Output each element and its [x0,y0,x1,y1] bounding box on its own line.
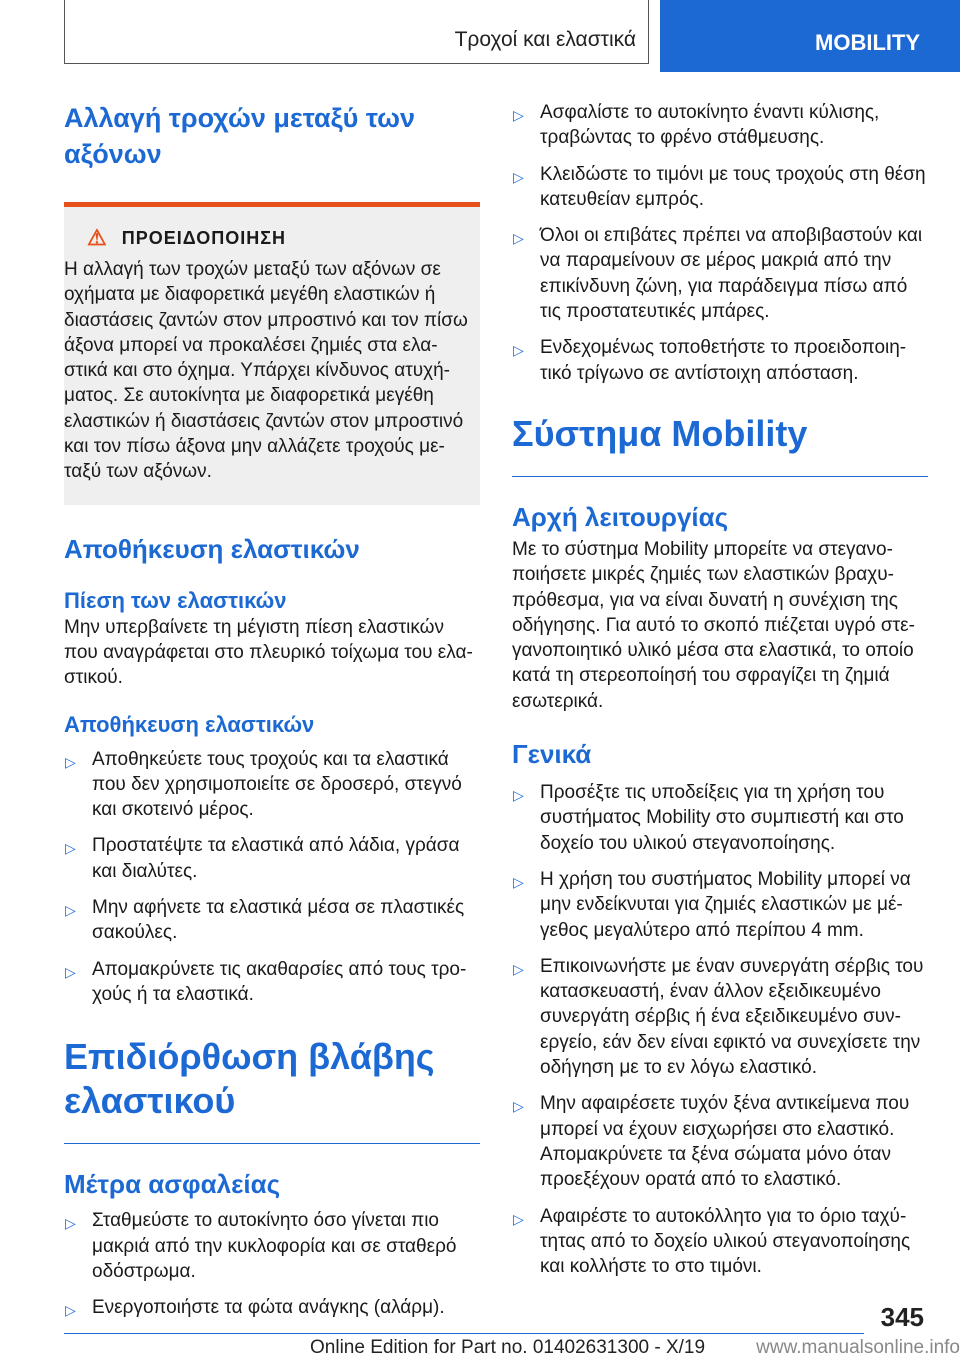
safety-heading: Μέτρα ασφαλείας [64,1169,281,1200]
triangle-bullet-icon: ▷ [513,960,524,977]
triangle-bullet-icon: ▷ [513,1098,524,1115]
triangle-bullet-icon: ▷ [513,1210,524,1227]
edition-text: Online Edition for Part no. 01402631300 - X/19 [310,1337,706,1358]
warning-title [87,225,470,251]
pressure-text: Μην υπερβαίνετε τη μέγιστη πίεση ελαστικών που αναγράφεται στο πλευρικό τοίχωμα του ελαστικού. [64,616,473,689]
triangle-bullet-icon: ▷ [65,963,76,980]
pressure-heading: Πίεση των ελαστικών [64,587,287,613]
list-item: ▷ Μην αφήνετε τα ελαστικά μέσα σε πλαστικές σακούλες. [65,897,465,944]
list-item: ▷ Αφαιρέστε το αυτοκόλλητο για το όριο ταχύτητας από το δοχείο υλικού στεγανοποίησης και κολλήστε το στο τιμόνι. [513,1205,911,1278]
list-item: ▷ Ασφαλίστε το αυτοκίνητο έναντι κύλισης, τραβώντας το φρένο στάθμευσης. [513,102,880,149]
warning-triangle-icon: ⚠ [87,225,108,250]
triangle-bullet-icon: ▷ [513,787,524,804]
left-column [64,100,480,1331]
list-item: ▷ Αποθηκεύετε τους τροχούς και τα ελαστικά που δεν χρησιμοποιείτε σε δροσερό, στεγνό και σκοτεινό μέρος. [65,748,462,821]
triangle-bullet-icon: ▷ [513,873,524,890]
list-item: ▷ Κλειδώστε το τιμόνι με τους τροχούς στη θέση κατευθείαν εμπρός. [513,163,926,210]
general-list [512,780,928,1279]
triangle-bullet-icon: ▷ [65,1302,76,1319]
list-item: ▷ Προστατέψτε τα ελαστικά από λάδια, γράσα και διαλύτες. [65,835,460,882]
safety-list [64,1208,480,1320]
list-item: ▷ Επικοινωνήστε με έναν συνεργάτη σέρβις του κατασκευαστή, έναν άλλον εξειδικευμένο συνεργάτη σέρβις ή ένα εξειδικευμένο συνεργείο, εάν δεν είναι εφικτό να συνεχίσετε την οδήγηση με το εν λόγω ελαστικό. [513,955,924,1079]
general-heading: Γενικά [512,739,592,770]
list-item: ▷ Όλοι οι επιβάτες πρέπει να αποβιβαστούν και να παραμείνουν σε μέρος μακριά από την επικίνδυνη ζώνη, για παράδειγμα πίσω από τις προστατευτικές μπάρες. [513,225,923,323]
mobility-heading: Σύστημα Mobility [512,412,928,477]
list-item: ▷ Απομακρύνετε τις ακαθαρσίες από τους τροχούς ή τα ελαστικά. [65,958,467,1005]
warning-text: Η αλλαγή των τροχών μεταξύ των αξόνων σε οχήματα με διαφορετικά μεγέθη ελαστικών ή διαστάσεις ζαντών στον μπροστινό και τον πίσω άξονα μπορεί να προκαλέσει ζημιές στα ελαστικά και στο όχημα. Υπάρχει κίνδυνος ατυχήματος. Σε αυτοκίνητα με διαφορετικά μεγέθη ελαστικών ή διαστάσεις ζαντών στον μπροστινό και τον πίσω άξονα μην αλλάζετε τροχούς μεταξύ των αξόνων. [64,259,468,483]
warning-box [64,202,480,505]
triangle-bullet-icon: ▷ [65,1215,76,1232]
watermark-link[interactable]: www.manualsonline.info [756,1337,960,1358]
principle-text: Με το σύστημα Mobility μπορείτε να στεγανοποιήσετε μικρές ζημιές των ελαστικών βραχυπρόθεσμα, για να είναι δυνατή η συνέχιση της οδήγησης. Για αυτό το σκοπό πιέζεται υγρό στεγανοποιητικό υλικό μέσα στα ελαστικά, το οποίο κατά τη στερεοποίησή του σφραγίζει τη ζημιά εσωτερικά. [512,538,915,712]
rotation-heading: Αλλαγή τροχών μεταξύ των αξόνων [64,103,415,169]
triangle-bullet-icon: ▷ [513,107,524,123]
storage-heading: Αποθήκευση ελαστικών [64,533,360,564]
triangle-bullet-icon: ▷ [513,230,524,247]
header-frame [64,0,649,64]
list-item: ▷ Ενεργοποιήστε τα φώτα ανάγκης (αλάρμ). [64,1295,480,1320]
storage-list [64,747,480,1008]
principle-heading: Αρχή λειτουργίας [512,501,729,532]
page-number: 345 [880,1302,924,1332]
mobility-tab[interactable]: MOBILITY [660,0,960,72]
repair-heading: Επιδιόρθωση βλάβης ελαστικού [64,1035,480,1144]
triangle-bullet-icon: ▷ [513,168,524,185]
storage-subheading: Αποθήκευση ελαστικών [64,711,315,737]
triangle-bullet-icon: ▷ [65,753,76,770]
footer-divider [64,1333,864,1334]
triangle-bullet-icon: ▷ [65,840,76,857]
list-item: ▷ Η χρήση του συστήματος Mobility μπορεί να μην ενδείκνυται για ζημιές ελαστικών με μέγεθος μεγαλύτερο από περίπου 4 mm. [513,868,911,941]
section-title: Τροχοί και ελαστικά [454,28,636,51]
triangle-bullet-icon: ▷ [513,342,524,359]
warning-title-text: ΠΡΟΕΙΔΟΠΟΙΗΣΗ [121,227,287,248]
safety-list-continued [512,100,928,386]
list-item: ▷ Σταθμεύστε το αυτοκίνητο όσο γίνεται πιο μακριά από την κυκλοφορία και σε σταθερό οδόστρωμα. [65,1210,457,1282]
list-item: ▷ Προσέξτε τις υποδείξεις για τη χρήση του συστήματος Mobility στο συμπιεστή και στο δοχείο του υλικού στεγανοποίησης. [513,782,904,854]
list-item: ▷ Μην αφαιρέσετε τυχόν ξένα αντικείμενα που μπορεί να έχουν εισχωρήσει στο ελαστικό. Απομακρύνετε τα ξένα σώματα μόνο όταν προεξέχουν ορατά από το ελαστικό. [513,1093,910,1191]
list-item: ▷ Ενδεχομένως τοποθετήστε το προειδοποιητικό τρίγωνο σε αντίστοιχη απόσταση. [513,337,907,384]
right-column [512,100,928,1290]
triangle-bullet-icon: ▷ [65,902,76,919]
